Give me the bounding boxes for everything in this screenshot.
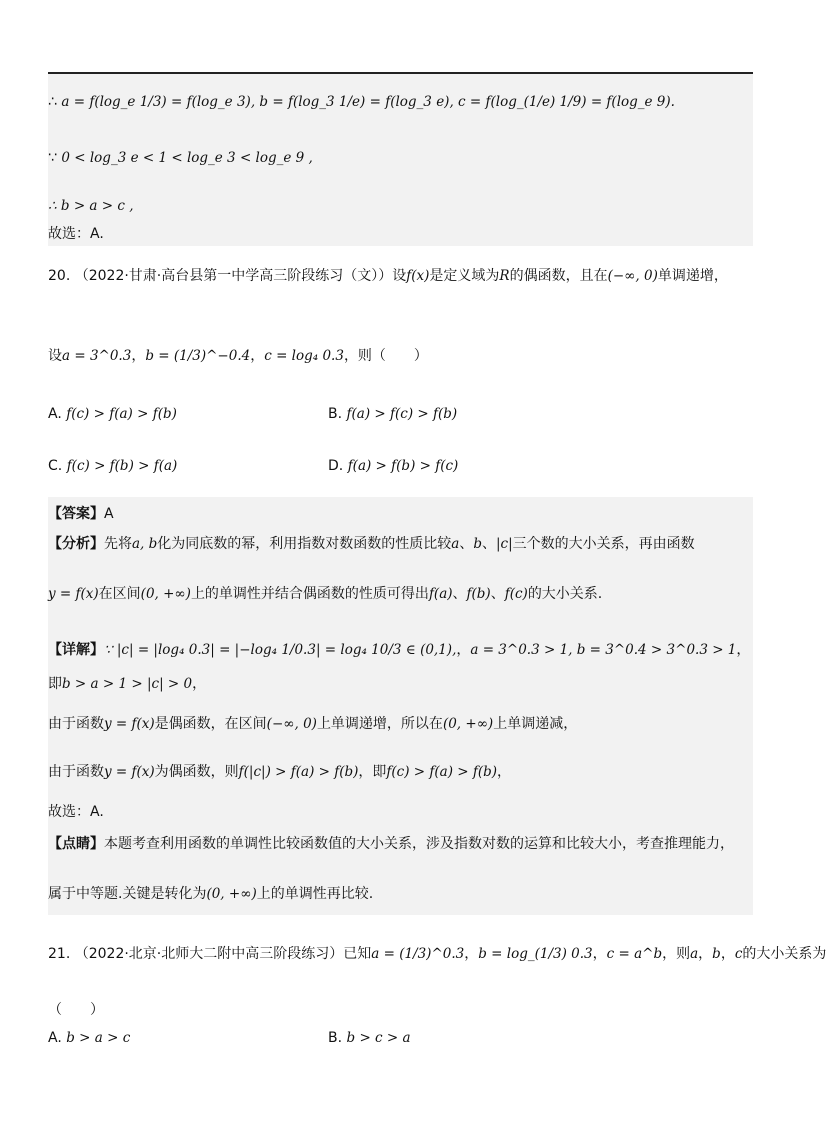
q21-option-a [48, 1030, 130, 1046]
option-label: D. [328, 458, 344, 474]
detail-line-4 [48, 762, 511, 782]
q21-stem-line-1 [48, 944, 826, 964]
comment-tag: 【点睛】 [48, 836, 104, 852]
analysis-math: |c| [496, 536, 513, 552]
prev-math-2: 0 < log_3 e < 1 < log_e 3 < log_e 9 , [61, 150, 313, 166]
q21-sep: ， [592, 946, 607, 962]
detail-math: (−∞, 0) [266, 716, 317, 732]
prev-line-4: 故选：A. [48, 226, 104, 242]
detail-sep: ， [192, 676, 207, 692]
comment-text: 属于中等题.关键是转化为 [48, 886, 207, 902]
detail-math: y = f(x) [104, 764, 155, 780]
option-expr: f(c) > f(a) > f(b) [66, 406, 177, 422]
detail-tag: 【详解】 [48, 642, 104, 658]
detail-text: 即 [48, 676, 62, 692]
q21-var: b [712, 946, 721, 962]
analysis-text: 上的单调性并结合偶函数的性质可得出 [190, 586, 429, 602]
q20-stem-line-1 [48, 266, 728, 286]
q21-source: （2022·北京·北师大二附中高三阶段练习） [74, 946, 344, 962]
q20-option-d [328, 458, 458, 474]
answer-line [48, 504, 114, 524]
option-label: A. [48, 406, 62, 422]
detail-math: f(c) > f(a) > f(b) [386, 764, 498, 780]
q21-sep: ， [720, 946, 735, 962]
analysis-text: 在区间 [98, 586, 141, 602]
option-label: B. [328, 1030, 343, 1046]
option-expr: f(c) > f(b) > f(a) [66, 458, 178, 474]
q21-a-def: a = (1/3)^0.3 [371, 946, 465, 962]
analysis-tag: 【分析】 [48, 536, 104, 552]
therefore-symbol: ∴ [48, 94, 57, 110]
q21-var: a [690, 946, 699, 962]
option-expr: f(a) > f(b) > f(c) [347, 458, 459, 474]
prev-line-1 [48, 92, 675, 112]
analysis-line-2 [48, 584, 602, 604]
q20-option-b [328, 406, 457, 422]
q20-option-c [48, 458, 177, 474]
q20-b-def: b = (1/3)^−0.4 [145, 348, 251, 364]
detail-line-2 [48, 674, 206, 694]
analysis-math: (0, +∞) [140, 586, 191, 602]
q20-text: 设 [392, 268, 407, 284]
detail-sep: ， [456, 642, 471, 658]
analysis-sep: 、 [490, 586, 505, 602]
option-expr: f(a) > f(c) > f(b) [346, 406, 458, 422]
q20-sep: ， [250, 348, 265, 364]
q20-text: 单调递增， [657, 268, 728, 284]
comment-line-2 [48, 884, 373, 904]
detail-text: 上单调递减， [493, 716, 578, 732]
analysis-sep: 、 [452, 586, 467, 602]
q21-text: 的大小关系为 [742, 946, 826, 962]
detail-line-5: 故选：A. [48, 804, 104, 820]
analysis-math: b [473, 536, 482, 552]
detail-math: b > a > 1 > |c| > 0 [62, 676, 193, 692]
comment-math: (0, +∞) [206, 886, 257, 902]
analysis-math: a [451, 536, 460, 552]
comment-text: 上的单调性再比较. [256, 886, 374, 902]
q20-option-a [48, 406, 177, 422]
detail-sep: ， [736, 642, 751, 658]
comment-line-1 [48, 834, 734, 854]
q21-b-def: b = log_(1/3) 0.3 [478, 946, 593, 962]
q20-sep: ， [131, 348, 146, 364]
option-label: C. [48, 458, 63, 474]
detail-text: 为偶函数，则 [154, 764, 239, 780]
prev-math-3: ∴ b > a > c , [48, 198, 134, 214]
analysis-text: 的大小关系. [527, 586, 603, 602]
q21-sep: ， [698, 946, 713, 962]
analysis-text: 先将 [104, 536, 132, 552]
q20-text: 是定义域为 [429, 268, 500, 284]
analysis-sep: 、 [482, 536, 496, 552]
q20-number: 20. [48, 268, 71, 284]
q20-text: 的偶函数，且在 [509, 268, 608, 284]
q21-sep: ， [464, 946, 479, 962]
analysis-math: y = f(x) [48, 586, 99, 602]
analysis-text: 化为同底数的幂，利用指数对数函数的性质比较 [157, 536, 452, 552]
option-label: B. [328, 406, 343, 422]
prev-math-1: a = f(log_e 1/3) = f(log_e 3), b = f(log_3 1/e) = f(log_3 e), c = f(log_(1/e) 1/9) = f(log_e 9). [61, 94, 675, 110]
q20-text: ，则（ ） [343, 348, 428, 364]
q20-fx: f(x) [406, 268, 430, 284]
detail-line-1 [48, 640, 750, 660]
detail-line-3 [48, 714, 577, 734]
detail-math: f(|c|) > f(a) > f(b) [238, 764, 359, 780]
analysis-line-1 [48, 534, 695, 554]
answer-value: A [104, 506, 114, 522]
detail-text: 是偶函数，在区间 [154, 716, 267, 732]
option-expr: b > a > c [66, 1030, 131, 1046]
q20-interval: (−∞, 0) [607, 268, 658, 284]
q21-text: 已知 [343, 946, 372, 962]
detail-text: 上单调递增，所以在 [316, 716, 443, 732]
q20-source: （2022·甘肃·高台县第一中学高三阶段练习（文）） [74, 268, 393, 284]
prev-line-3 [48, 196, 134, 216]
option-expr: b > c > a [346, 1030, 411, 1046]
prev-line-2 [48, 148, 313, 168]
q20-a-def: a = 3^0.3 [62, 348, 132, 364]
option-label: A. [48, 1030, 62, 1046]
q21-number: 21. [48, 946, 71, 962]
q21-c-def: c = a^b [606, 946, 663, 962]
analysis-text: 三个数的大小关系，再由函数 [512, 536, 695, 552]
q21-option-b [328, 1030, 411, 1046]
analysis-math: f(a) [428, 586, 453, 602]
answer-tag: 【答案】 [48, 506, 104, 522]
q20-c-def: c = log₄ 0.3 [264, 348, 344, 364]
analysis-math: f(c) [504, 586, 528, 602]
detail-math: (0, +∞) [442, 716, 494, 732]
q20-R: R [499, 268, 510, 284]
detail-math: y = f(x) [104, 716, 155, 732]
q21-var: c [734, 946, 743, 962]
detail-sep: ， [497, 764, 512, 780]
detail-text: 由于函数 [48, 764, 104, 780]
analysis-math: a, b [132, 536, 158, 552]
detail-math: a = 3^0.3 > 1, b = 3^0.4 > 3^0.3 > 1 [470, 642, 737, 658]
detail-math: ∵ |c| = |log₄ 0.3| = |−log₄ 1/0.3| = log₄ 10/3 ∈ (0,1), [104, 642, 457, 658]
q21-paren: （ ） [48, 1002, 104, 1018]
detail-text: 由于函数 [48, 716, 104, 732]
detail-text: ，即 [358, 764, 387, 780]
because-symbol: ∵ [48, 150, 57, 166]
q20-text: 设 [48, 348, 62, 364]
q21-text: ，则 [662, 946, 691, 962]
q20-stem-line-2 [48, 346, 428, 366]
comment-text: 本题考查利用函数的单调性比较函数值的大小关系，涉及指数对数的运算和比较大小，考查推理能力， [104, 836, 734, 852]
analysis-math: f(b) [466, 586, 491, 602]
analysis-sep: 、 [459, 536, 474, 552]
